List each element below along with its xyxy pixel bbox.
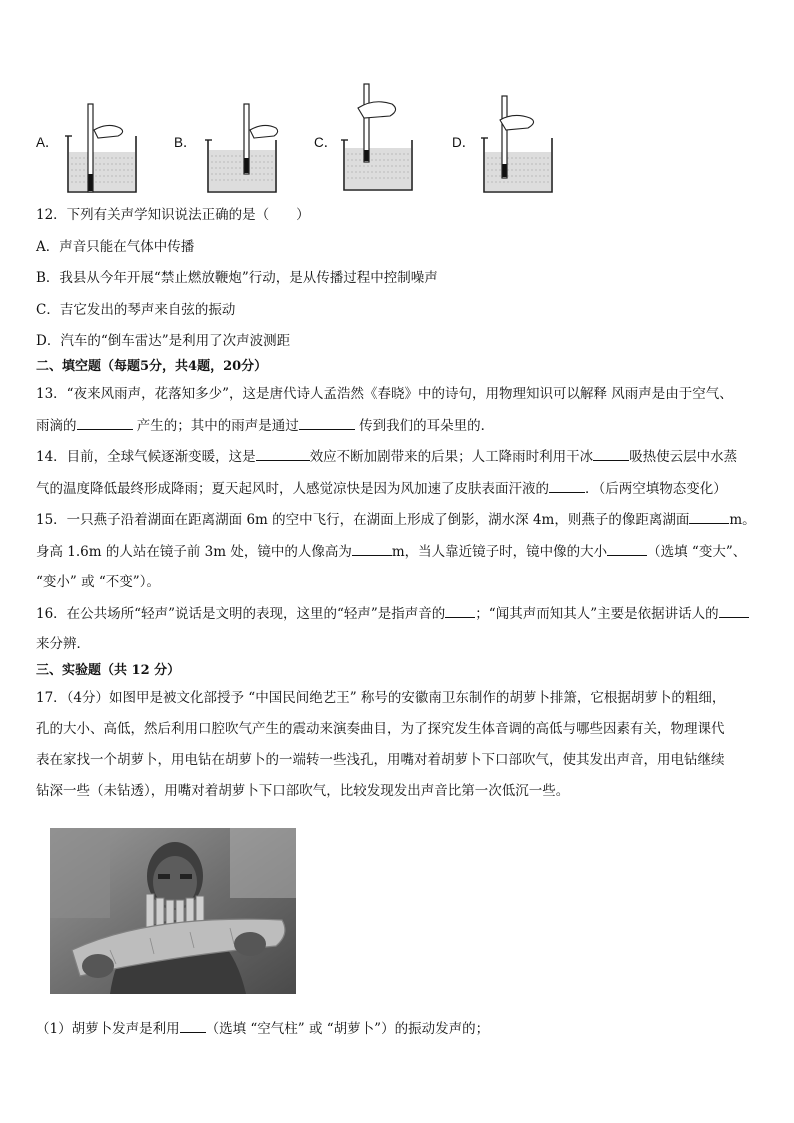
- q13-blank-2[interactable]: [299, 415, 355, 430]
- q14-blank-3[interactable]: [549, 478, 585, 493]
- option-c-label: C．: [314, 135, 338, 150]
- q15-blank-1[interactable]: [689, 509, 729, 524]
- q12-option-a: A．声音只能在气体中传播: [36, 239, 195, 255]
- q16-blank-2[interactable]: [719, 603, 749, 618]
- option-d-label: D．: [452, 135, 476, 150]
- beaker-thermometer-figure-a: [62, 100, 142, 196]
- option-a-label: A．: [36, 135, 59, 150]
- q13-line-2: 雨滴的 产生的；其中的雨声是通过 传到我们的耳朵里的．: [36, 415, 494, 436]
- q14-blank-1[interactable]: [256, 446, 310, 461]
- q15-line-3: “变小” 或 “不变”）。: [36, 574, 160, 590]
- q17-line-1: 17．（4分）如图甲是被文化部授予 “中国民间绝艺王” 称号的安徽南卫东制作的胡萝卜排箫，它根据胡萝卜的粗细，: [36, 690, 726, 706]
- q13-blank-1[interactable]: [77, 415, 133, 430]
- q14-blank-2[interactable]: [593, 446, 629, 461]
- q13-line-1: 13．“夜来风雨声，花落知多少”，这是唐代诗人孟浩然《春晓》中的诗句，用物理知识可以解释 风雨声是由于空气、: [36, 386, 733, 402]
- carrot-panflute-photo: [50, 828, 296, 994]
- q12-stem: 12．下列有关声学知识说法正确的是（ ）: [36, 207, 310, 223]
- beaker-thermometer-figure-c: [338, 82, 418, 194]
- beaker-thermometer-figure-d: [478, 92, 558, 196]
- q16-line-1: 16．在公共场所“轻声”说话是文明的表现，这里的“轻声”是指声音的 ；“闻其声而知其人”主要是依据讲话人的: [36, 603, 749, 624]
- q14-line-1: 14．目前，全球气候逐渐变暖，这是 效应不断加剧带来的后果；人工降雨时利用干冰 吸热使云层中水蒸: [36, 446, 737, 467]
- q12-option-c: C．吉它发出的琴声来自弦的振动: [36, 302, 236, 318]
- q17-blank-1[interactable]: [180, 1018, 206, 1033]
- q15-line-1: 15．一只燕子沿着湖面在距离湖面 6m 的空中飞行，在湖面上形成了倒影，湖水深 4m，则燕子的像距离湖面 m。: [36, 509, 756, 530]
- section-3-heading: 三、实验题（共 12 分）: [36, 663, 181, 678]
- q17-line-3: 表在家找一个胡萝卜，用电钻在胡萝卜的一端转一些浅孔，用嘴对着胡萝卜下口部吹气，使其发出声音，用电钻继续: [36, 752, 725, 768]
- q12-option-b: B．我县从今年开展“禁止燃放鞭炮”行动，是从传播过程中控制噪声: [36, 270, 438, 286]
- q16-blank-1[interactable]: [445, 603, 475, 618]
- q14-line-2: 气的温度降低最终形成降雨；夏天起风时，人感觉凉快是因为风加速了皮肤表面汗液的 ．（后两空填物态变化）: [36, 478, 727, 499]
- q17-line-4: 钻深一些（未钻透），用嘴对着胡萝卜下口部吹气，比较发现发出声音比第一次低沉一些。: [36, 783, 570, 799]
- q17-line-2: 孔的大小、高低，然后利用口腔吹气产生的震动来演奏曲目，为了探究发生体音调的高低与哪些因素有关，物理课代: [36, 721, 725, 737]
- beaker-thermometer-figure-b: [202, 100, 282, 196]
- q15-blank-2[interactable]: [352, 541, 392, 556]
- option-b-label: B．: [174, 135, 197, 150]
- q17-sub-1: （1）胡萝卜发声是利用 （选填 “空气柱” 或 “胡萝卜”）的振动发声的；: [36, 1018, 489, 1039]
- q15-line-2: 身高 1.6m 的人站在镜子前 3m 处，镜中的人像高为 m，当人靠近镜子时，镜中像的大小 （选填 “变大”、: [36, 541, 746, 562]
- q15-blank-3[interactable]: [607, 541, 647, 556]
- q12-option-d: D．汽车的“倒车雷达”是利用了次声波测距: [36, 333, 291, 349]
- section-2-heading: 二、填空题（每题5分，共4题，20分）: [36, 359, 268, 374]
- q16-line-2: 来分辨．: [36, 636, 90, 652]
